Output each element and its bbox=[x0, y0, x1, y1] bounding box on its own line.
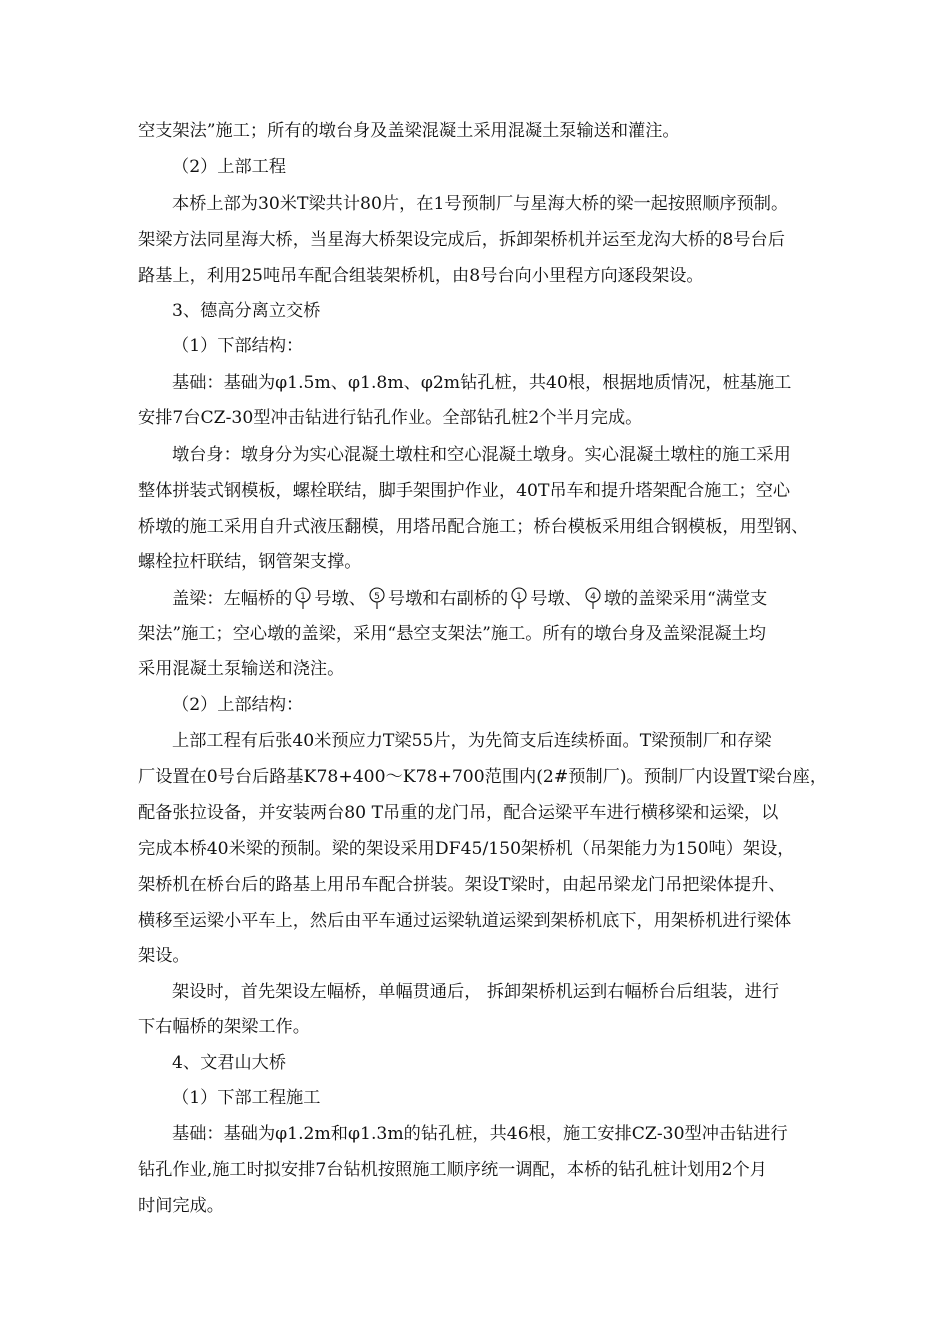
svg-text:1: 1 bbox=[300, 592, 307, 602]
paragraph-line-10: 墩台身：墩身分为实心混凝土墩柱和空心混凝土墩身。实心混凝土墩柱的施工采用 bbox=[172, 445, 791, 465]
svg-text:1: 1 bbox=[516, 592, 523, 602]
capbeam-text-3: 号墩和右副桥的 bbox=[387, 589, 509, 609]
paragraph-line-5: 路基上，利用25吨吊车配合组装架桥机，由8号台向小里程方向逐段架设。 bbox=[138, 266, 704, 286]
paragraph-line-16: 采用混凝土泵输送和浇注。 bbox=[138, 659, 345, 679]
section-heading-degao: 3、德高分离立交桥 bbox=[172, 301, 321, 321]
section-heading-upper-works: （2）上部工程 bbox=[172, 157, 287, 177]
subsection-heading-substructure-works: （1）下部工程施工 bbox=[172, 1088, 321, 1108]
paragraph-line-9: 安排7台CZ-30型冲击钻进行钻孔作业。全部钻孔桩2个半月完成。 bbox=[138, 408, 643, 428]
pier-number-mark bbox=[293, 587, 313, 609]
paragraph-line-12: 桥墩的施工采用自升式液压翻模，用塔吊配合施工；桥台模板采用组合钢模板，用型钢、 bbox=[138, 517, 809, 537]
paragraph-line-4: 架梁方法同星海大桥，当星海大桥架设完成后，拆卸架桥机并运至龙沟大桥的8号台后 bbox=[138, 230, 785, 250]
capbeam-text-1: 盖梁：左幅桥的 bbox=[172, 589, 293, 609]
subsection-heading-substructure: （1）下部结构： bbox=[172, 336, 304, 356]
paragraph-line-21: 完成本桥40米梁的预制。梁的架设采用DF45/150架桥机（吊架能力为150吨）架设， bbox=[138, 839, 795, 859]
paragraph-line-18: 上部工程有后张40米预应力T梁55片，为先简支后连续桥面。T梁预制厂和存梁 bbox=[172, 731, 772, 751]
pier-number-mark bbox=[509, 587, 529, 609]
paragraph-line-26: 下右幅桥的架梁工作。 bbox=[138, 1017, 310, 1037]
paragraph-line-15: 架法”施工；空心墩的盖梁，采用“悬空支架法”施工。所有的墩台身及盖梁混凝土均 bbox=[138, 624, 766, 644]
paragraph-line-23: 横移至运梁小平车上，然后由平车通过运梁轨道运梁到架桥机底下，用架桥机进行梁体 bbox=[138, 911, 792, 931]
pier-number-mark bbox=[367, 587, 387, 609]
paragraph-line-11: 整体拼装式钢模板，螺栓联结，脚手架围护作业，40T吊车和提升塔架配合施工；空心 bbox=[138, 481, 791, 501]
paragraph-line-capbeam bbox=[172, 587, 767, 611]
paragraph-line-22: 架桥机在桥台后的路基上用吊车配合拼装。架设T梁时，由起吊梁龙门吊把梁体提升、 bbox=[138, 875, 786, 895]
paragraph-line-31: 时间完成。 bbox=[138, 1196, 224, 1216]
paragraph-line-20: 配备张拉设备，并安装两台80 T吊重的龙门吊，配合运梁平车进行横移梁和运梁，以 bbox=[138, 803, 779, 823]
paragraph-line-13: 螺栓拉杆联结，钢管架支撑。 bbox=[138, 552, 362, 572]
svg-text:4: 4 bbox=[589, 592, 596, 602]
svg-text:5: 5 bbox=[374, 592, 380, 602]
subsection-heading-superstructure: （2）上部结构： bbox=[172, 695, 304, 715]
paragraph-line-29: 基础：基础为φ1.2m和φ1.3m的钻孔桩，共46根，施工安排CZ-30型冲击钻进行 bbox=[172, 1124, 788, 1144]
pier-number-mark bbox=[583, 587, 603, 609]
paragraph-line-3: 本桥上部为30米T梁共计80片，在1号预制厂与星海大桥的梁一起按照顺序预制。 bbox=[172, 194, 789, 214]
paragraph-line-24: 架设。 bbox=[138, 946, 190, 966]
capbeam-text-5: 墩的盖梁采用“满堂支 bbox=[603, 589, 768, 609]
paragraph-line-19: 厂设置在0号台后路基K78+400～K78+700范围内(2#预制厂)。预制厂内设置T梁台座， bbox=[138, 767, 828, 787]
paragraph-line-8: 基础：基础为φ1.5m、φ1.8m、φ2m钻孔桩，共40根，根据地质情况，桩基施工 bbox=[172, 373, 792, 393]
capbeam-text-4: 号墩、 bbox=[530, 589, 582, 609]
paragraph-line-25: 架设时，首先架设左幅桥，单幅贯通后， 拆卸架桥机运到右幅桥台后组装，进行 bbox=[172, 982, 780, 1002]
paragraph-line-30: 钻孔作业,施工时拟安排7台钻机按照施工顺序统一调配，本桥的钻孔桩计划用2个月 bbox=[138, 1160, 767, 1180]
capbeam-text-2: 号墩、 bbox=[314, 589, 366, 609]
section-heading-wenjunshan: 4、文君山大桥 bbox=[172, 1053, 287, 1073]
paragraph-line-1: 空支架法”施工；所有的墩台身及盖梁混凝土采用混凝土泵输送和灌注。 bbox=[138, 121, 680, 141]
